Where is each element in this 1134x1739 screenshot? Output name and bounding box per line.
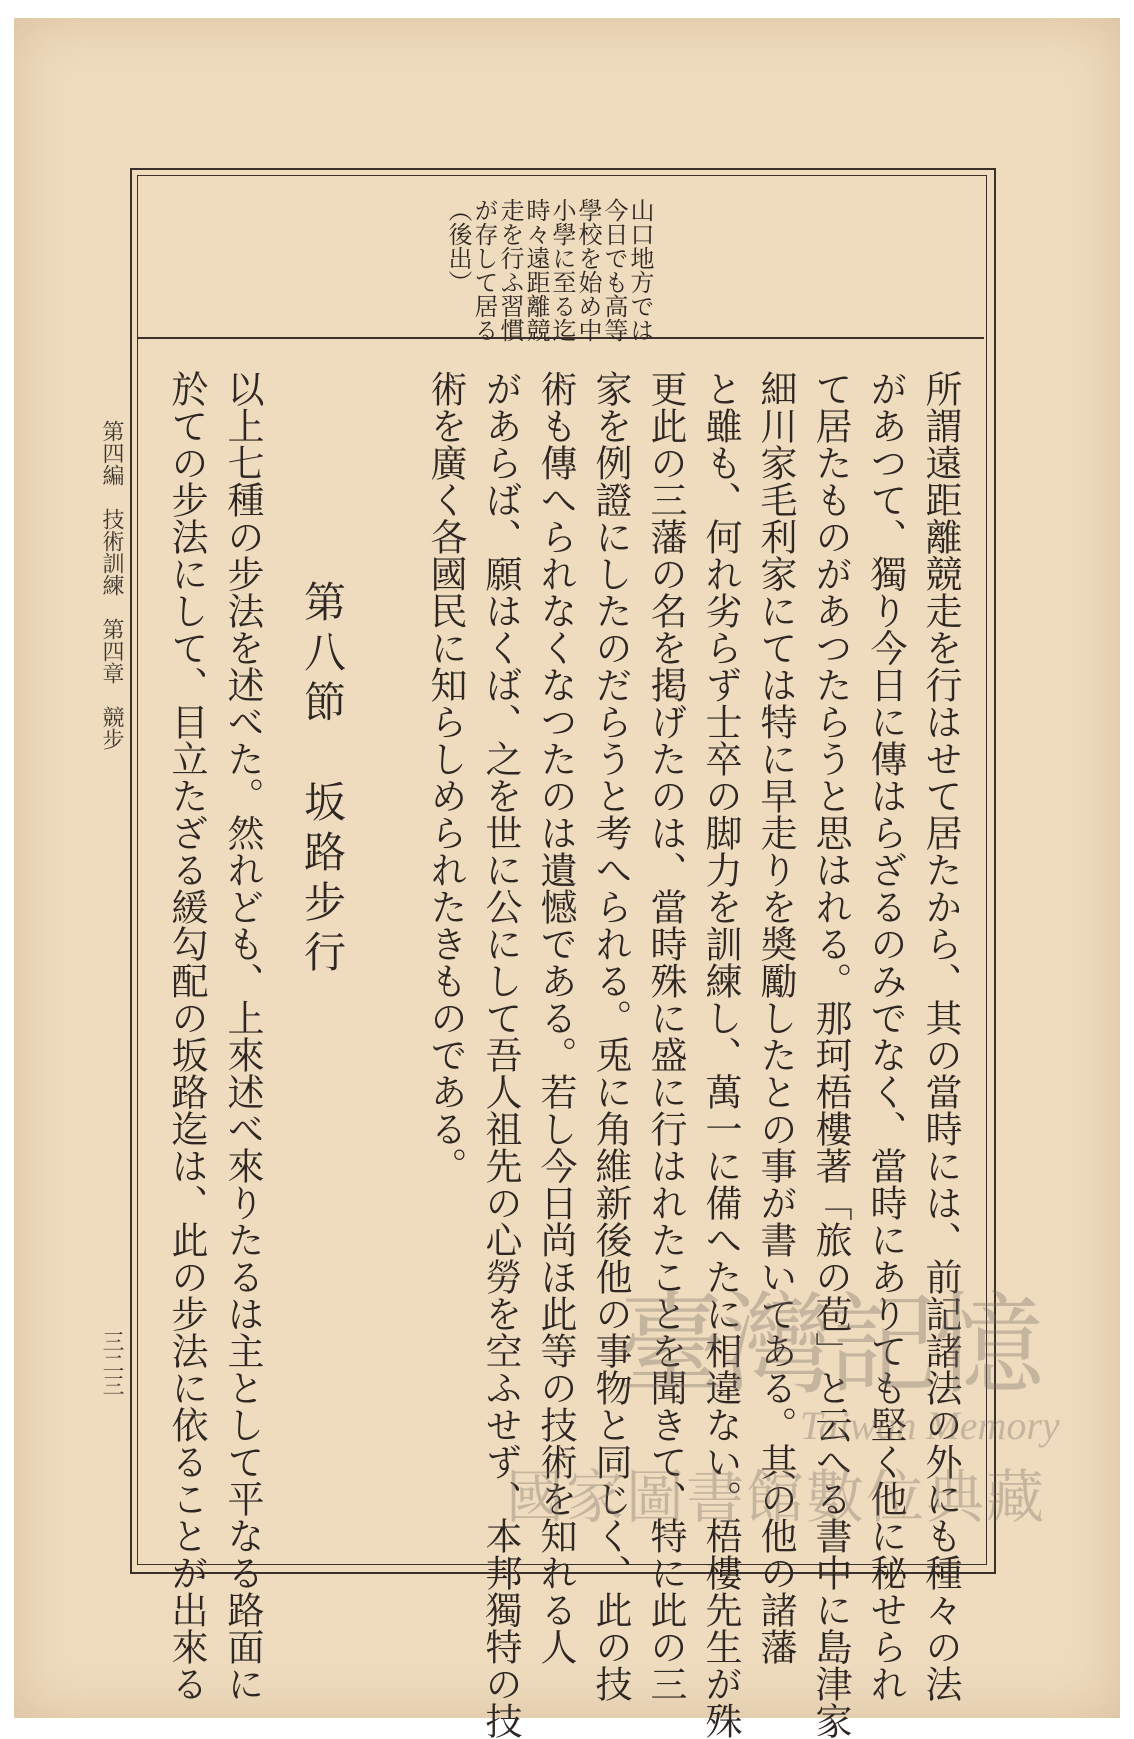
watermark-institution: 國家圖書館數位典藏	[506, 1463, 1047, 1531]
body-text-column: て居たものがあつたらうと思はれる。那珂梧樓著「旅の苞」と云へる書中に島津家	[809, 370, 852, 1739]
body-text-column: 術も傳へられなくなつたのは遺憾である。若し今日尚ほ此等の技術を知れる人	[534, 370, 577, 1665]
page-number: 三二三	[99, 1330, 124, 1396]
header-note-line: 今日でも高等	[600, 198, 628, 342]
watermark-subtitle: Taiwan Memory	[800, 1403, 1060, 1448]
body-text-column: があらば、願はくば、之を世に公にして吾人祖先の心勞を空ふせず、本邦獨特の技	[479, 370, 522, 1739]
header-note-line: 山口地方では	[626, 198, 654, 342]
header-note-line: 小學に至る迄	[548, 198, 576, 342]
header-note-line: 學校を始め中	[574, 198, 602, 342]
watermark-logo-text: 臺灣記憶	[616, 1281, 1040, 1409]
section-heading: 第八節 坂路步行	[298, 580, 347, 980]
header-note-line: 時々遠距離競	[522, 198, 550, 342]
body-text-column: 細川家毛利家にては特に早走りを奬勵したとの事が書いてある。其の他の諸藩	[754, 370, 797, 1665]
header-note-line: 走を行ふ習慣	[496, 198, 524, 342]
body-text-column: 以上七種の步法を述べた。然れども、上來述べ來りたるは主として平なる路面に	[221, 370, 264, 1702]
body-text-column: 於ての步法にして、目立たざる緩勾配の坂路迄は、此の步法に依ることが出來る	[165, 370, 208, 1702]
body-text-column: 所謂遠距離競走を行はせて居たから、其の當時には、前記諸法の外にも種々の法	[919, 370, 962, 1702]
body-text-column: 術を廣く各國民に知らしめられたきものである。	[424, 370, 467, 1184]
header-note-line: が存して居る	[470, 198, 498, 342]
body-text-column: と雖も、何れ劣らず士卒の脚力を訓練し、萬一に備へたに相違ない。梧樓先生が殊	[699, 370, 742, 1739]
body-text-column: があつて、獨り今日に傳はらざるのみでなく、當時にありても堅く他に秘せられ	[864, 370, 907, 1702]
running-header: 第四編 技術訓練 第四章 競步	[99, 420, 124, 750]
body-text-column: 更此の三藩の名を掲げたのは、當時殊に盛に行はれたことを聞きて、特に此の三	[644, 370, 687, 1702]
header-note-line: （後出）	[444, 198, 472, 294]
body-text-column: 家を例證にしたのだらうと考へられる。兎に角維新後他の事物と同じく、此の技	[589, 370, 632, 1702]
library-watermark	[500, 1281, 1060, 1531]
